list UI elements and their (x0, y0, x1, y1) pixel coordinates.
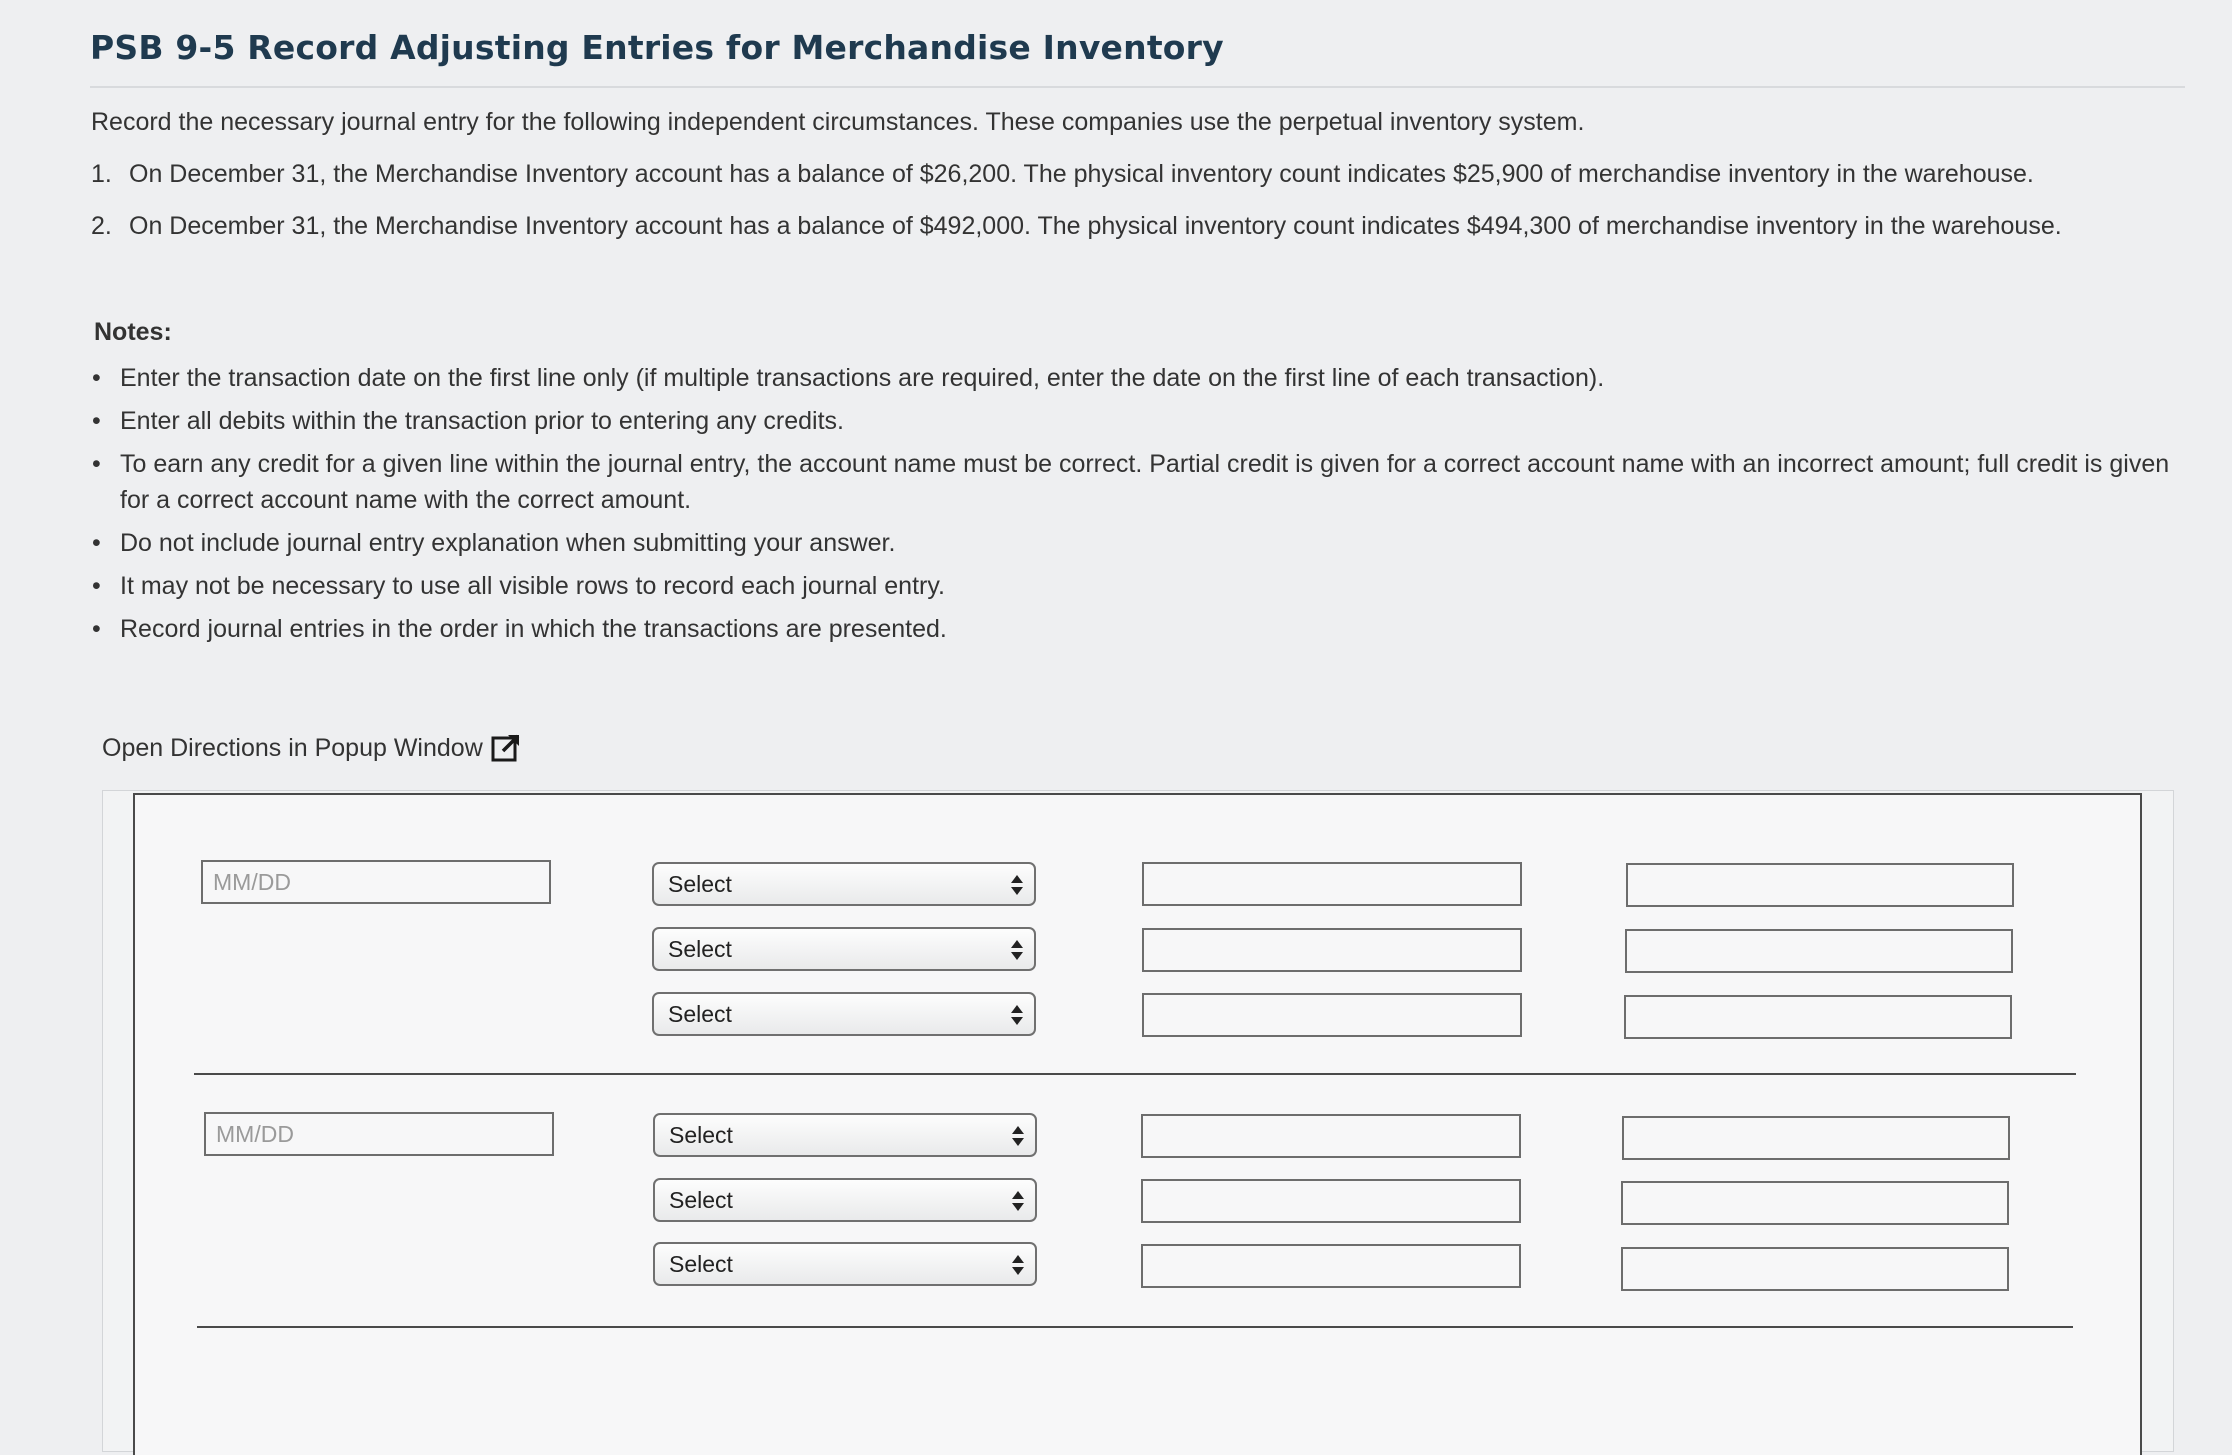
notes-heading: Notes: (94, 318, 172, 346)
popup-link-label: Open Directions in Popup Window (102, 733, 483, 762)
entry-1-line-2-account-select[interactable] (652, 927, 1036, 971)
open-directions-popup-link[interactable] (102, 733, 521, 763)
note-text: Enter the transaction date on the first line only (if multiple transactions are required, enter the date on the first line of each transaction). (120, 364, 1605, 392)
entry-2-line-3-debit-input[interactable] (1141, 1244, 1521, 1288)
instructions-text: Record the necessary journal entry for the following independent circumstances. These companies use the perpetual inventory system. (91, 108, 1585, 136)
bullet: • (92, 529, 101, 557)
up-down-arrows-icon (1010, 1003, 1024, 1027)
up-down-arrows-icon (1011, 1189, 1025, 1213)
entry-2-line-2-credit-input[interactable] (1621, 1181, 2009, 1225)
entry-1-line-1-credit-input[interactable] (1626, 863, 2014, 907)
select-label: Select (668, 871, 732, 897)
note-text: Record journal entries in the order in which the transactions are presented. (120, 615, 947, 643)
entry-1-line-3-account-select[interactable] (652, 992, 1036, 1036)
entry-separator (194, 1073, 2076, 1075)
problem-text: On December 31, the Merchandise Inventory account has a balance of $26,200. The physical inventory count indicates $25,900 of merchandise inventory in the warehouse. (129, 160, 2034, 188)
problem-item (91, 212, 2062, 264)
note-text: Do not include journal entry explanation when submitting your answer. (120, 529, 896, 557)
select-label: Select (668, 936, 732, 962)
entry-2-date-input[interactable] (204, 1112, 554, 1156)
entry-1-line-3-credit-input[interactable] (1624, 995, 2012, 1039)
note-item (92, 611, 2172, 647)
entry-1-line-2-debit-input[interactable] (1142, 928, 1522, 972)
up-down-arrows-icon (1011, 1124, 1025, 1148)
entry-1-line-1-account-select[interactable] (652, 862, 1036, 906)
problem-list (91, 160, 2062, 264)
note-item (92, 446, 2172, 518)
entry-2-line-1-credit-input[interactable] (1622, 1116, 2010, 1160)
bullet: • (92, 450, 101, 478)
bullet: • (92, 407, 101, 435)
note-item (92, 525, 2172, 561)
up-down-arrows-icon (1010, 938, 1024, 962)
bullet: • (92, 572, 101, 600)
entry-2-line-2-account-select[interactable] (653, 1178, 1037, 1222)
note-text: It may not be necessary to use all visible rows to record each journal entry. (120, 572, 945, 600)
up-down-arrows-icon (1011, 1253, 1025, 1277)
entry-2-line-2-debit-input[interactable] (1141, 1179, 1521, 1223)
entry-1-date-input[interactable] (201, 860, 551, 904)
external-link-icon[interactable] (491, 733, 521, 763)
up-down-arrows-icon (1010, 873, 1024, 897)
problem-number: 1. (91, 160, 112, 188)
select-label: Select (669, 1122, 733, 1148)
title-divider (90, 86, 2185, 88)
entry-separator (197, 1326, 2073, 1328)
entry-1-line-1-debit-input[interactable] (1142, 862, 1522, 906)
note-item (92, 403, 2172, 439)
problem-text: On December 31, the Merchandise Inventory account has a balance of $492,000. The physical inventory count indicates $494,300 of merchandise inventory in the warehouse. (129, 212, 2062, 240)
entry-2-line-3-credit-input[interactable] (1621, 1247, 2009, 1291)
select-label: Select (669, 1187, 733, 1213)
problem-number: 2. (91, 212, 112, 240)
note-item (92, 360, 2172, 396)
note-text: Enter all debits within the transaction prior to entering any credits. (120, 407, 844, 435)
entry-1-line-2-credit-input[interactable] (1625, 929, 2013, 973)
select-label: Select (669, 1251, 733, 1277)
bullet: • (92, 615, 101, 643)
note-text: To earn any credit for a given line within the journal entry, the account name must be correct. Partial credit is given for a correct account name with an incorrect amount; full credit is given for a correct account name with the correct amount. (120, 450, 2170, 514)
problem-item (91, 160, 2062, 212)
note-item (92, 568, 2172, 604)
select-label: Select (668, 1001, 732, 1027)
entry-2-line-1-debit-input[interactable] (1141, 1114, 1521, 1158)
entry-2-line-1-account-select[interactable] (653, 1113, 1037, 1157)
notes-list (92, 360, 2172, 654)
entry-2-line-3-account-select[interactable] (653, 1242, 1037, 1286)
bullet: • (92, 364, 101, 392)
entry-1-line-3-debit-input[interactable] (1142, 993, 1522, 1037)
page-title: PSB 9-5 Record Adjusting Entries for Merchandise Inventory (90, 28, 1224, 67)
